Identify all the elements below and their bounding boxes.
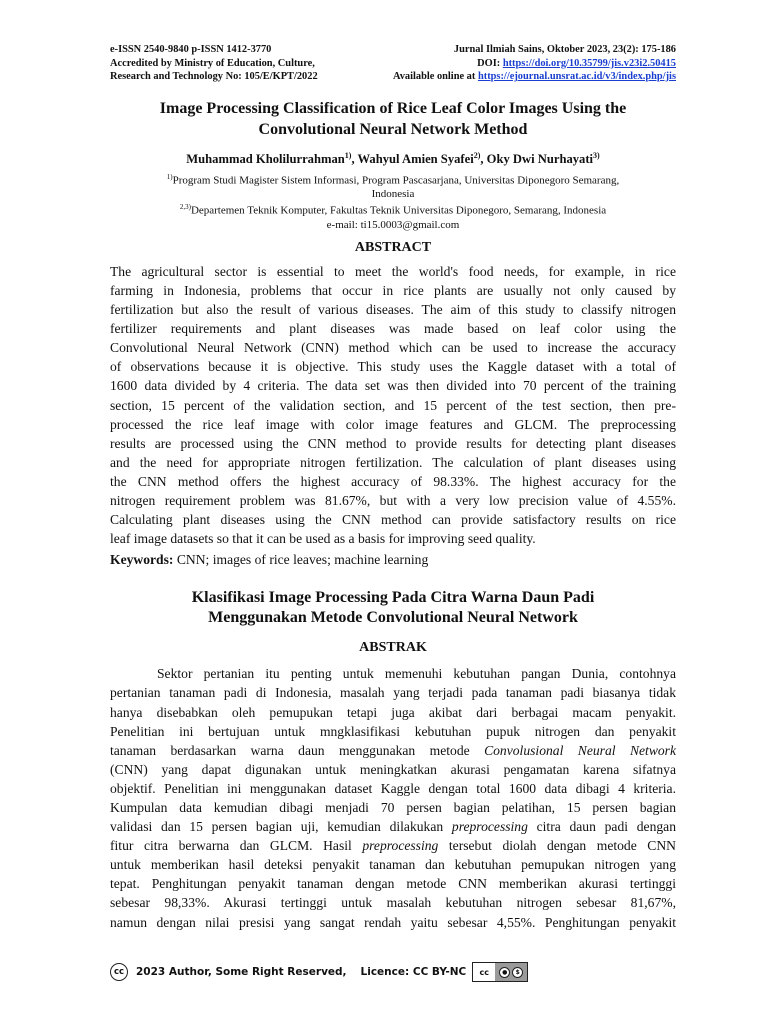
journal-link[interactable]: https://ejournal.unsrat.ac.id/v3/index.php/jis <box>477 71 676 83</box>
cc-by-nc-badge-icon[interactable] <box>472 962 528 982</box>
abstrak-line <box>110 913 676 932</box>
journal-issue-text: Jurnal Ilmiah Sains, Oktober 2023, 23(2): 175-186 <box>453 44 676 55</box>
abstract-line: Calculating plant diseases using the CNN method can provide satisfactory results on rice <box>110 512 676 528</box>
line-text: tepat. Penghitungan penyakit tanaman dengan metode CNN memberikan akurasi tertinggi <box>110 876 676 892</box>
abstract-line: fertilizer requirements and plant diseases was made based on leaf color using the <box>110 321 676 337</box>
line-text: sebesar 98,33%. Akurasi tertinggi untuk masalah kebutuhan nitrogen sebesar 81,67%, <box>110 895 676 911</box>
abstract-heading: ABSTRACT <box>354 239 432 255</box>
line-text: (CNN) yang dapat digunakan untuk meningkatkan akurasi pengamatan karena sifatnya <box>110 761 676 777</box>
affiliation-2 <box>110 201 676 218</box>
abstract-line: farming in Indonesia, problems that occur in rice plants are usually not only caused by <box>110 283 676 298</box>
abstract-line: section, 15 percent of the validation section, and 15 percent of the test section, then pre- <box>110 397 676 413</box>
abstrak-line <box>110 836 676 855</box>
title-line: Image Processing Classification of Rice Leaf Color Images Using the <box>159 99 627 117</box>
line-text: pertanian tanaman padi di Indonesia, masalah yang terjadi pada tanaman padi biasanya tidak <box>110 685 676 701</box>
abstrak-line <box>110 760 676 779</box>
author-list <box>110 148 676 167</box>
license-footer <box>110 962 528 982</box>
by-icon: ● <box>499 967 510 978</box>
italic-term: preprocessing <box>451 819 528 835</box>
keywords-text: CNN; images of rice leaves; machine learning <box>176 552 429 568</box>
available-label: Available online at <box>392 71 476 83</box>
doi-label: DOI: <box>477 57 501 69</box>
abstract-line: processed the rice leaf image with color image features and GLCM. The preprocessing <box>110 416 676 432</box>
issn-text: e-ISSN 2540-9840 p-ISSN 1412-3770 <box>110 44 272 55</box>
licence-text: Licence: CC BY-NC <box>360 966 467 978</box>
author-sup: 3) <box>593 150 600 160</box>
abstrak-line <box>110 798 676 817</box>
abstrak-line <box>110 779 676 798</box>
accreditation-text: Accredited by Ministry of Education, Culture, <box>110 57 315 69</box>
affiliation-text: Departemen Teknik Komputer, Fakultas Teknik Universitas Diponegoro, Semarang, Indonesia <box>190 205 607 218</box>
cc-badge-icon: cc <box>473 963 495 981</box>
accreditation-number: Research and Technology No: 105/E/KPT/2022 <box>110 71 318 83</box>
line-text: untuk memberikan hasil deteksi penyakit tanaman dan kebutuhan pemupukan nitrogen yang <box>110 857 676 873</box>
author-sep: , <box>480 151 487 166</box>
abstrak-line <box>110 722 676 741</box>
abstract-body <box>110 262 676 548</box>
abstrak-line <box>110 683 676 702</box>
line-text: Kumpulan data kemudian dibagi menjadi 70 persen bagian pelatihan, 15 persen bagian <box>110 799 676 815</box>
title-line: Klasifikasi Image Processing Pada Citra Warna Daun Padi <box>191 589 595 607</box>
paper-title <box>110 98 676 140</box>
author-sup: 2) <box>473 150 481 160</box>
keywords-label: Keywords: <box>110 552 174 568</box>
abstract-line: of observations because it is objective. This study uses the Kaggle dataset with a total of <box>110 359 676 375</box>
abstrak-heading: ABSTRAK <box>359 640 427 656</box>
abstrak-line <box>110 893 676 912</box>
abstract-line: the CNN method offers the highest accuracy of 98.33%. The highest accuracy for the <box>110 473 676 489</box>
aff-sup: 1) <box>166 172 173 181</box>
abstract-line: Convolutional Neural Network (CNN) method which can be used to increase the accuracy <box>110 340 676 356</box>
line-text: citra daun padi dengan <box>527 819 676 835</box>
line-text: hanya disebabkan oleh pemupukan tetapi juga akibat dari berbagai macam penyakit. <box>110 704 676 720</box>
line-text: objektif. Penelitian ini menggunakan dataset Kaggle dengan total 1600 data dibagi 4 kriteria. <box>110 780 676 796</box>
abstrak-line <box>110 817 676 836</box>
copyright-text: 2023 Author, Some Right Reserved, <box>136 966 347 978</box>
cc-icon: cc <box>110 963 128 981</box>
author-name: Wahyul Amien Syafei <box>357 151 474 166</box>
affiliation-1 <box>110 171 676 188</box>
abstrak-line <box>110 874 676 893</box>
available-online-line <box>393 70 676 84</box>
aff-sup: 2,3) <box>179 203 191 212</box>
abstract-line: 1600 data divided by 4 criteria. The data set was then divided into 70 percent of the training <box>110 378 676 394</box>
abstrak-line <box>110 664 676 683</box>
abstract-line: leaf image datasets so that it can be used as a basis for improving seed quality. <box>110 531 536 547</box>
line-text: Penelitian ini bertujuan untuk mngklasifikasi kebutuhan pupuk nitrogen dan penyakit <box>110 723 676 739</box>
indonesian-title <box>110 588 676 628</box>
author-name: Oky Dwi Nurhayati <box>486 151 594 166</box>
abstract-line: nitrogen requirement problem was 81.67%, but with a very low precision value of 4.55%. <box>110 493 676 509</box>
doi-link[interactable]: https://doi.org/10.35799/jis.v23i2.50415 <box>502 57 676 69</box>
affiliation-text: Program Studi Magister Sistem Informasi, Program Pascasarjana, Universitas Diponegoro Semarang, <box>172 174 620 187</box>
abstract-line: The agricultural sector is essential to meet the world's food needs, for example, in rice <box>110 263 676 279</box>
abstrak-line <box>110 741 676 760</box>
title-line: Convolutional Neural Network Method <box>258 120 528 138</box>
affiliations <box>110 171 676 232</box>
line-text: tanaman berdasarkan warna daun menggunakan metode <box>110 742 485 758</box>
abstract-line: fertilization but also the result of various diseases. The aim of this study to classify nitrogen <box>110 302 676 318</box>
line-text: validasi dan 15 persen bagian uji, kemudian dilakukan <box>110 819 452 835</box>
line-text: fitur citra berwarna dan GLCM. Hasil <box>110 838 363 854</box>
affiliation-1-cont: Indonesia <box>371 188 415 201</box>
italic-term: Convolusional Neural Network <box>484 742 677 758</box>
keywords <box>110 552 676 568</box>
author-name: Muhammad Kholilurrahman <box>186 151 345 166</box>
paper-page <box>110 43 676 932</box>
title-line: Menggunakan Metode Convolutional Neural Network <box>208 609 578 627</box>
journal-header <box>110 43 676 84</box>
contact-email: e-mail: ti15.0003@gmail.com <box>326 218 460 231</box>
nc-icon: $ <box>512 967 523 978</box>
doi-line <box>477 57 676 71</box>
abstrak-line <box>110 855 676 874</box>
line-text: tersebut diolah dengan metode CNN <box>438 838 676 854</box>
line-text: namun dengan nilai presisi yang sangat rendah yaitu sebesar 4,55%. Penghitungan penyakit <box>110 914 676 930</box>
italic-term: preprocessing <box>362 838 439 854</box>
abstrak-line <box>110 703 676 722</box>
line-text: Sektor pertanian itu penting untuk memenuhi kebutuhan pangan Dunia, contohnya <box>157 666 676 682</box>
abstract-line: results are processed using the CNN method to provide results for detecting plant diseases <box>110 435 676 451</box>
author-sep: , <box>351 151 358 166</box>
abstract-line: and the need for appropriate nitrogen fertilization. The calculation of plant diseases using <box>110 454 676 470</box>
abstrak-body <box>110 664 676 931</box>
author-sup: 1) <box>344 150 352 160</box>
